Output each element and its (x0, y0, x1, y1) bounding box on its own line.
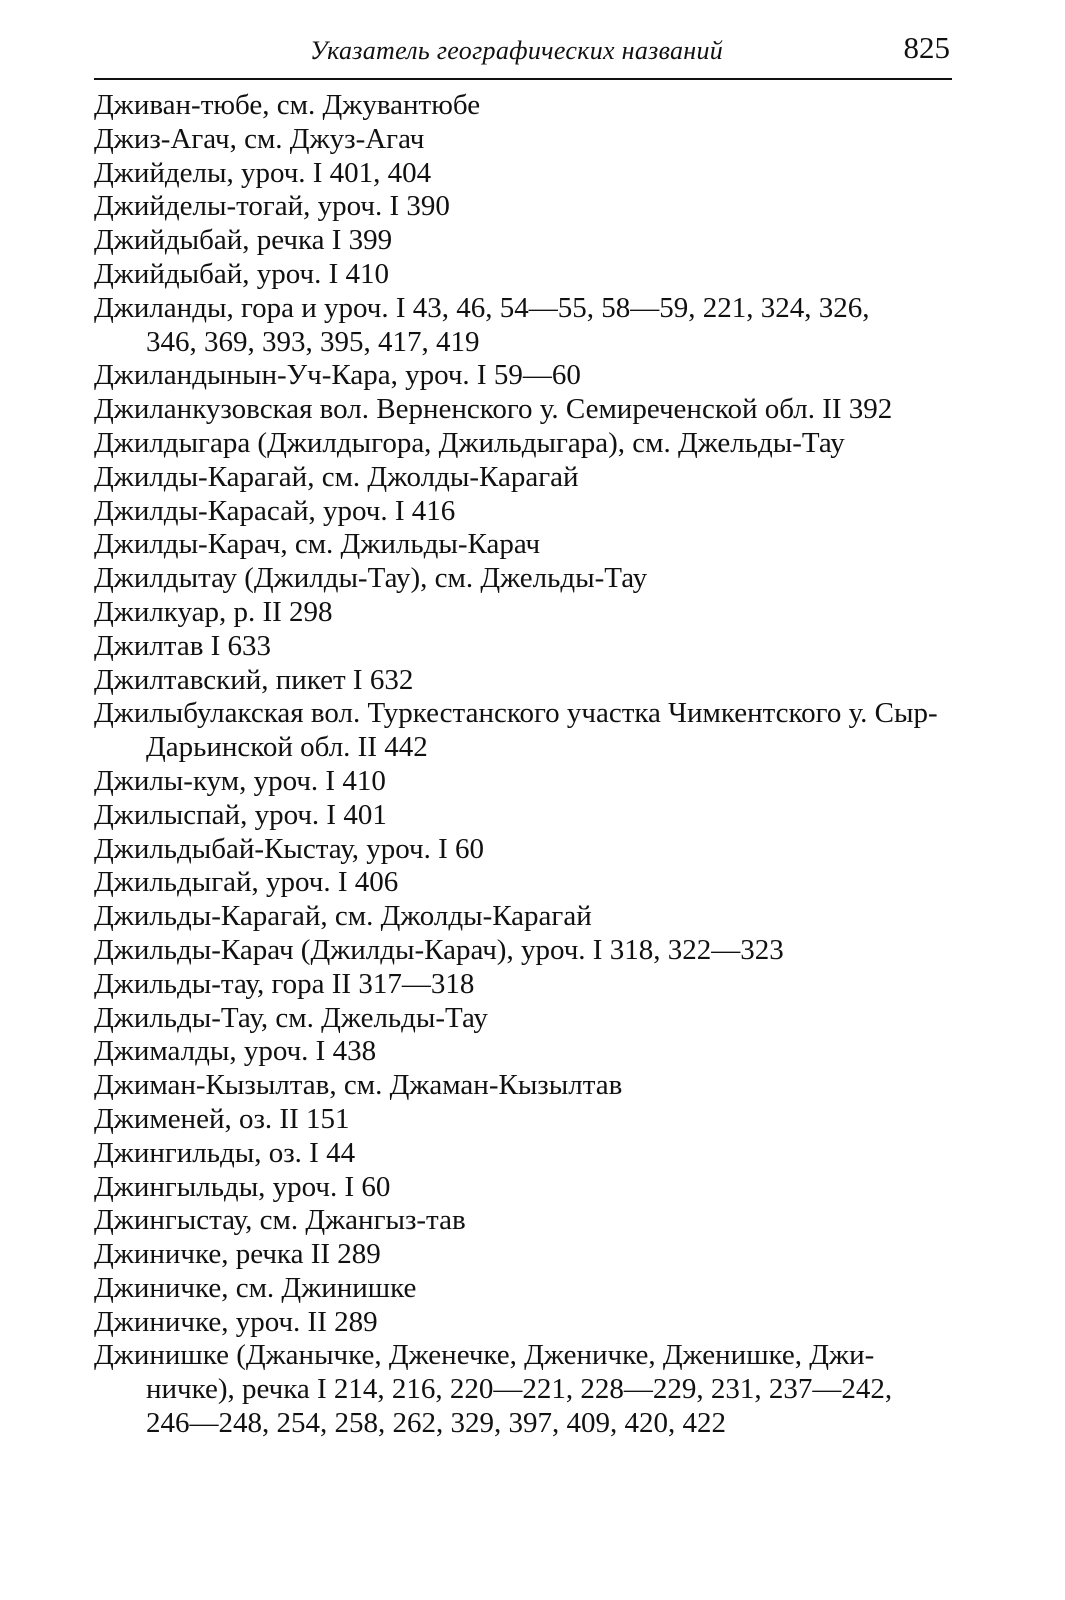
index-entry (94, 968, 958, 1002)
index-entry-line: Джингыльды, уроч. I 60 (94, 1170, 391, 1203)
index-entries (94, 89, 958, 1441)
index-entry (94, 799, 958, 833)
index-entry (94, 123, 958, 157)
index-entry-line: Джильды-тау, гора II 317—318 (94, 967, 475, 1000)
index-entry (94, 1137, 958, 1171)
index-entry (94, 359, 958, 393)
index-entry (94, 934, 958, 968)
index-entry (94, 1002, 958, 1036)
index-entry-line: Джилды-Карасай, уроч. I 416 (94, 494, 456, 527)
index-entry (94, 495, 958, 529)
index-entry-line: Джиман-Кызылтав, см. Джаман-Кызылтав (94, 1069, 623, 1102)
index-entry (94, 292, 958, 360)
index-entry-line: Джинишке (Джанычке, Дженечке, Дженичке, Дженишке, Джи- (94, 1339, 875, 1372)
index-entry (94, 833, 958, 867)
index-entry-line: Джилтав I 633 (94, 629, 272, 662)
index-entry-line: Джийделы, уроч. I 401, 404 (94, 156, 432, 189)
index-entry-line: Джилды-Карагай, см. Джолды-Карагай (94, 460, 579, 493)
index-entry (94, 866, 958, 900)
index-entry-line: Дживан-тюбе, см. Джувантюбе (94, 89, 481, 121)
index-entry-line: Джилы-кум, уроч. I 410 (94, 764, 386, 797)
running-title: Указатель географических названий (310, 36, 724, 65)
index-entry-line: Джиландынын-Уч-Кара, уроч. I 59—60 (94, 359, 581, 392)
index-entry (94, 1339, 958, 1440)
index-entry (94, 900, 958, 934)
page-header (94, 30, 952, 80)
index-entry-line: Джилыбулакская вол. Туркестанского участка Чимкентского у. Сыр- (94, 697, 938, 730)
index-entry-line: Дарьинской обл. II 442 (146, 731, 428, 764)
index-entry (94, 258, 958, 292)
index-entry-line: Джилкуар, р. II 298 (94, 595, 333, 628)
index-entry (94, 697, 958, 765)
index-entry (94, 157, 958, 191)
index-entry (94, 461, 958, 495)
index-entry-line: Джингильды, оз. I 44 (94, 1136, 356, 1169)
index-entry-line: Джиничке, см. Джинишке (94, 1271, 417, 1304)
index-entry-line: Джийделы-тогай, уроч. I 390 (94, 190, 450, 223)
index-entry-line: Джималды, уроч. I 438 (94, 1035, 377, 1068)
index-entry-line: Джиничке, уроч. II 289 (94, 1305, 378, 1338)
index-entry (94, 596, 958, 630)
index-entry-line: Джильды-Тау, см. Джельды-Тау (94, 1001, 488, 1034)
index-entry-line: Джильдыгай, уроч. I 406 (94, 866, 399, 899)
index-entry-line: Джиз-Агач, см. Джуз-Агач (94, 122, 425, 155)
index-entry (94, 1238, 958, 1272)
index-entry (94, 393, 958, 427)
index-entry-line: Джиничке, речка II 289 (94, 1238, 381, 1271)
index-entry-line: Джильды-Карагай, см. Джолды-Карагай (94, 900, 592, 933)
index-entry (94, 190, 958, 224)
index-entry-line: Джильдыбай-Кыстау, уроч. I 60 (94, 832, 485, 865)
index-entry-line: Джилдытау (Джилды-Тау), см. Джельды-Тау (94, 562, 648, 595)
index-entry (94, 1103, 958, 1137)
index-entry-line: Джингыстау, см. Джангыз-тав (94, 1204, 466, 1237)
index-entry-line: ничке), речка I 214, 216, 220—221, 228—229, 231, 237—242, (146, 1373, 893, 1406)
index-entry-line: 346, 369, 393, 395, 417, 419 (146, 325, 480, 358)
index-entry-line: Джилтавский, пикет I 632 (94, 663, 414, 696)
index-entry (94, 528, 958, 562)
index-entry-line: Джилыспай, уроч. I 401 (94, 798, 387, 831)
index-entry-line: Джилдыгара (Джилдыгора, Джильдыгара), см. Джельды-Тау (94, 426, 845, 459)
index-entry-line: 246—248, 254, 258, 262, 329, 397, 409, 420, 422 (146, 1407, 726, 1440)
index-entry-line: Джильды-Карач (Джилды-Карач), уроч. I 318, 322—323 (94, 933, 784, 966)
index-entry-line: Джийдыбай, речка I 399 (94, 224, 393, 257)
index-entry (94, 1272, 958, 1306)
index-entry-line: Джиланды, гора и уроч. I 43, 46, 54—55, 58—59, 221, 324, 326, (94, 291, 870, 324)
index-entry-line: Джилды-Карач, см. Джильды-Карач (94, 528, 541, 561)
index-entry (94, 89, 958, 123)
page-number: 825 (903, 30, 950, 65)
index-entry-line: Джийдыбай, уроч. I 410 (94, 257, 389, 290)
index-entry (94, 427, 958, 461)
index-entry (94, 765, 958, 799)
index-entry (94, 1171, 958, 1205)
index-entry (94, 664, 958, 698)
index-entry (94, 1069, 958, 1103)
index-entry (94, 224, 958, 258)
index-entry (94, 1035, 958, 1069)
index-entry-line: Джименей, оз. II 151 (94, 1102, 350, 1135)
index-entry (94, 562, 958, 596)
index-entry (94, 630, 958, 664)
index-entry-line: Джиланкузовская вол. Верненского у. Семиреченской обл. II 392 (94, 393, 893, 426)
index-entry (94, 1306, 958, 1340)
index-entry (94, 1204, 958, 1238)
